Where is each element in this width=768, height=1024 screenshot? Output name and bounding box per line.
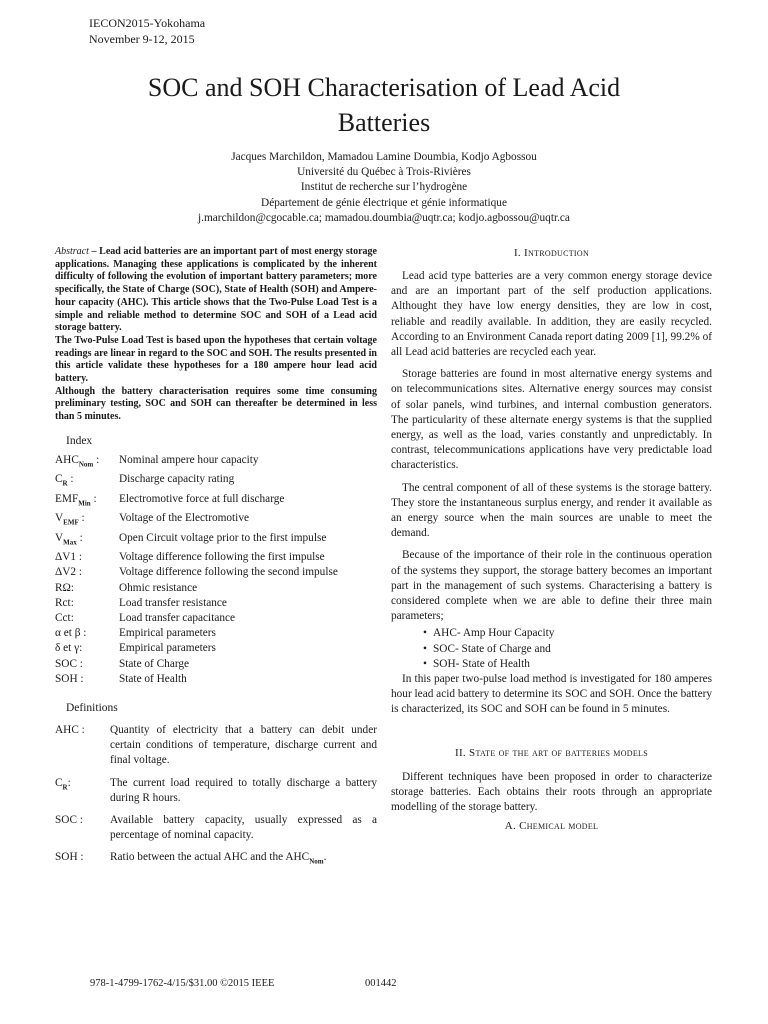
index-desc: Voltage of the Electromotive	[119, 512, 249, 525]
index-term-base: ΔV1 :	[55, 551, 83, 564]
abstract	[55, 246, 377, 424]
definition-item	[55, 776, 377, 806]
index-desc: Voltage difference following the second impulse	[119, 566, 338, 579]
index-desc: State of Charge	[119, 657, 190, 670]
intro-paragraph-1: Lead acid type batteries are a very common energy storage device and are an important part of the self production applications. Althought they have low energy densities, they are low in cost, reliable and readily available. In addition, they are easily recycled. According to an Environment Canada report dating 2009 [1], 99.2% of all Lead acid batteries are recycled each year.	[391, 270, 712, 359]
definition-desc-end: .	[323, 851, 327, 864]
index-term-sub: R	[62, 479, 68, 488]
definitions-heading: Definitions	[66, 701, 118, 714]
author-emails: j.marchildon@cgocable.ca; mamadou.doumbia@uqtr.ca; kodjo.agbossou@uqtr.ca	[198, 211, 570, 224]
index-term-base: Rct:	[55, 596, 74, 609]
section2-paragraph-1: Different techniques have been proposed in order to characterize storage batteries. Each obtains their roots through an appropriate modelling of the storage battery.	[391, 770, 712, 814]
index-item	[55, 581, 377, 596]
index-term-base: C	[55, 473, 63, 486]
index-term-base: SOC :	[55, 657, 83, 670]
index-term-sub: Max	[63, 537, 77, 546]
index-desc: Electromotive force at full discharge	[119, 492, 285, 505]
definition-term: SOC :	[55, 813, 83, 826]
footer-page-number: 001442	[365, 978, 397, 989]
right-column	[391, 246, 712, 833]
index-heading: Index	[66, 434, 93, 447]
index-term-base: AHC	[55, 453, 79, 466]
bullet-item: • SOH- State of Health	[431, 657, 712, 672]
index-desc: Open Circuit voltage prior to the first impulse	[119, 531, 327, 544]
index-desc: Discharge capacity rating	[119, 473, 235, 486]
index-term-suffix: :	[78, 512, 85, 525]
index-term-sub: Min	[78, 499, 91, 507]
index-term-suffix: :	[67, 473, 74, 486]
author-block	[60, 150, 708, 226]
index-item	[55, 531, 377, 550]
index-item	[55, 565, 377, 580]
index-item	[55, 611, 377, 626]
index-term	[55, 641, 119, 656]
index-term-base: EMF	[55, 492, 79, 505]
bullet-item: • AHC- Amp Hour Capacity	[431, 626, 712, 641]
definition-term-sub: R	[62, 782, 68, 791]
paper-title	[60, 70, 708, 140]
index-term-base: ΔV2 :	[55, 566, 83, 579]
author-institute: Institut de recherche sur l’hydrogène	[300, 181, 468, 194]
index-term	[55, 672, 119, 687]
abstract-text-1: – Lead acid batteries are an important part of most energy storage applications. Managing these applications is complicated by the inherent difficulty of following the evolution of important battery parameters; more specifically, the State of Charge (SOC), State of Health (SOH) and Ampere-hour capacity (AHC). This article shows that the Two-Pulse Load Test is a simple and reliable method to determine SOC and SOH of a Lead acid storage battery.	[55, 246, 377, 334]
definition-item	[55, 813, 377, 843]
author-university: Université du Québec à Trois-Rivières	[297, 166, 471, 179]
definition-desc-text: Ratio between the actual AHC and the AHC	[110, 851, 310, 864]
index-term	[55, 492, 119, 511]
definition-term-base: C	[55, 776, 63, 789]
index-term-base: V	[55, 531, 64, 544]
index-desc: Empirical parameters	[119, 642, 216, 655]
conference-header	[89, 15, 205, 47]
index-term-suffix: :	[76, 531, 83, 544]
index-item	[55, 626, 377, 641]
definition-desc-sub: Nom	[309, 857, 324, 866]
index-desc: Voltage difference following the first impulse	[119, 551, 325, 564]
subsection-heading-chemical-model: A. Chemical model	[504, 820, 599, 833]
definition-desc: Available battery capacity, usually expressed as a percentage of nominal capacity.	[110, 813, 377, 842]
conference-name: IECON2015-Yokohama	[89, 16, 206, 30]
index-term	[55, 472, 119, 491]
index-term-base: RΩ:	[55, 581, 75, 594]
index-desc: State of Health	[119, 672, 187, 685]
index-term	[55, 657, 119, 672]
definition-term-suffix: :	[67, 776, 71, 789]
author-department: Département de génie électrique et génie informatique	[261, 196, 507, 209]
index-term	[55, 453, 119, 472]
section-heading-introduction: I. Introduction	[513, 247, 590, 259]
index-term-base: α et β :	[55, 627, 87, 640]
index-term-base: V	[55, 512, 64, 525]
left-column	[55, 246, 377, 877]
index-term-base: SOH :	[55, 672, 84, 685]
intro-paragraph-3: The central component of all of these systems is the storage battery. They store the instantaneous surplus energy, and render it available as an energy source when the main sources are unable to meet the demand.	[391, 481, 712, 540]
definition-term	[55, 776, 110, 806]
definition-desc: Quantity of electricity that a battery can debit under certain conditions of temperature, discharge current and final voltage.	[110, 723, 377, 767]
index-desc: Empirical parameters	[119, 627, 216, 640]
definition-item	[55, 723, 377, 769]
index-term	[55, 611, 119, 626]
definition-item	[55, 850, 377, 869]
index-list	[55, 453, 377, 687]
index-term-sub: EMF	[63, 518, 79, 527]
abstract-paragraph-1	[55, 246, 377, 335]
index-term	[55, 581, 119, 596]
definition-term: AHC :	[55, 723, 85, 736]
conference-dates: November 9-12, 2015	[89, 32, 195, 46]
index-desc: Load transfer capacitance	[119, 611, 236, 624]
parameter-bullet-list	[431, 626, 712, 672]
intro-paragraph-4: Because of the importance of their role in the continuous operation of the systems they support, the storage battery becomes an important part in the management of such systems. Characterising a battery is considered complete when we are able to define their three main parameters;	[391, 549, 712, 623]
abstract-label: Abstract	[55, 246, 89, 257]
intro-paragraph-5: In this paper two-pulse load method is investigated for 180 amperes hour lead acid battery to determine its SOC and SOH. Once the battery is characterized, its SOC and SOH can be found in 5 minutes.	[391, 673, 712, 716]
index-desc: Load transfer resistance	[119, 596, 227, 609]
index-term-sub: Nom	[78, 460, 94, 469]
title-line-2: Batteries	[337, 108, 431, 137]
index-item	[55, 550, 377, 565]
index-item	[55, 453, 377, 472]
author-names: Jacques Marchildon, Mamadou Lamine Doumbia, Kodjo Agbossou	[231, 151, 537, 163]
index-term	[55, 511, 119, 530]
section-heading-state-of-art: II. State of the art of batteries models	[455, 746, 648, 759]
index-item	[55, 511, 377, 530]
index-desc: Ohmic resistance	[119, 581, 198, 594]
index-term-base: δ et γ:	[55, 642, 83, 655]
index-term-base: Cct:	[55, 611, 74, 624]
index-desc: Nominal ampere hour capacity	[119, 453, 259, 466]
index-item	[55, 492, 377, 511]
index-item	[55, 472, 377, 491]
index-item	[55, 641, 377, 656]
index-item	[55, 672, 377, 687]
definition-term: SOH :	[55, 851, 84, 864]
index-item	[55, 657, 377, 672]
definition-desc: The current load required to totally discharge a battery during R hours.	[110, 776, 377, 804]
abstract-paragraph-2: The Two-Pulse Load Test is based upon the hypotheses that certain voltage readings are linear in regard to the SOC and SOH. The results presented in this article validate these hypotheses for a 180 ampere hour lead acid battery.	[55, 334, 377, 385]
definition-desc	[110, 850, 377, 869]
intro-paragraph-2: Storage batteries are found in most alternative energy systems and on telecommunications sites. Alternative energy sources may consist of solar panels, wind turbines, and internal combustion generators. The particularity of these alternate energy systems is that the supplied energy, as well as the load, varies constantly and unpredictably. In contrast, telecommunications applications have very predictable load characteristics.	[391, 368, 712, 472]
index-term	[55, 626, 119, 641]
index-term	[55, 550, 119, 565]
index-term-suffix: :	[90, 492, 97, 505]
footer-isbn: 978-1-4799-1762-4/15/$31.00 ©2015 IEEE	[90, 978, 275, 989]
index-term	[55, 531, 119, 550]
bullet-item: • SOC- State of Charge and	[431, 642, 712, 657]
index-term-suffix: :	[93, 453, 100, 466]
definitions-list	[55, 723, 377, 870]
index-term	[55, 565, 119, 580]
index-term	[55, 596, 119, 611]
index-item	[55, 596, 377, 611]
title-line-1: SOC and SOH Characterisation of Lead Acid	[147, 73, 621, 102]
abstract-paragraph-3: Although the battery characterisation requires some time consuming preliminary testing, SOC and SOH can thereafter be determined in less than 5 minutes.	[55, 385, 377, 423]
